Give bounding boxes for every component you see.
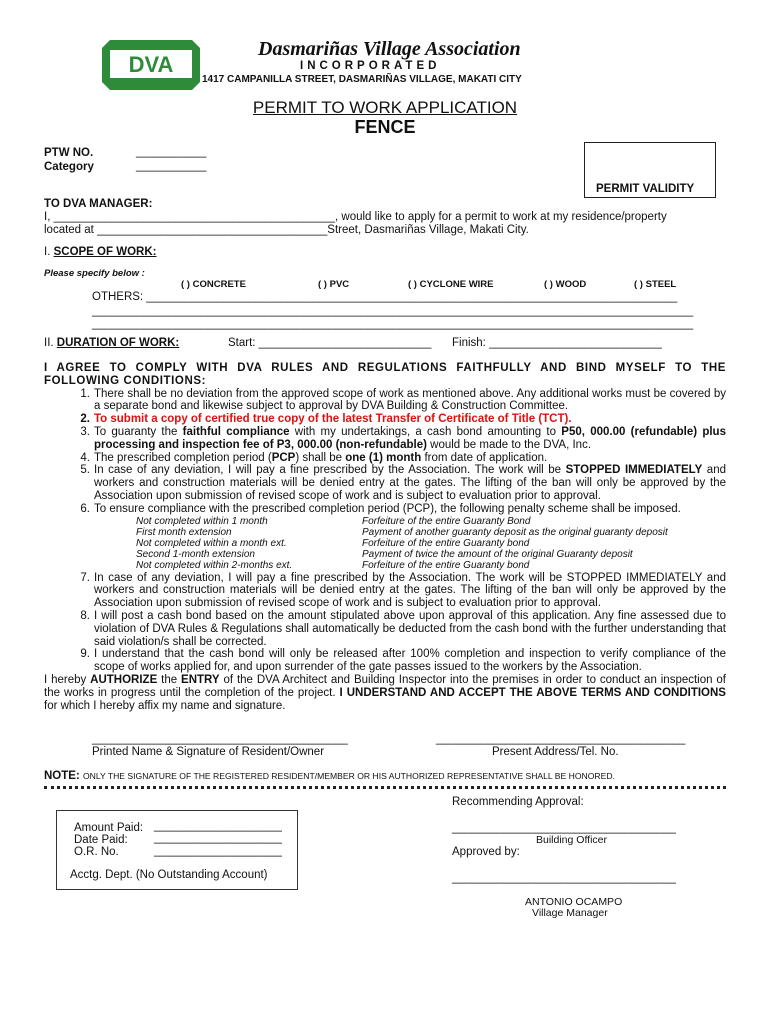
others-line-2[interactable]: ______________________________________________________________________________________________ (92, 318, 694, 330)
form-title: PERMIT TO WORK APPLICATION (252, 98, 518, 117)
svg-text:DVA: DVA (128, 52, 174, 77)
manager-title: Village Manager (532, 907, 608, 919)
others-field[interactable]: OTHERS: ___________________________________________________________________________________ (92, 291, 678, 303)
authorize-paragraph: I hereby AUTHORIZE the ENTRY of the DVA Architect and Building Inspector into the premises in order to conduct an inspection of the works in progress until the completion of the project. I UNDERSTAND AND ACCEPT THE ABOVE TERMS AND CONDITIONS for which I hereby affix my name and signature. (44, 673, 727, 712)
to-manager: TO DVA MANAGER: (44, 198, 153, 210)
condition-1: 1. There shall be no deviation from the approved scope of work as mentioned above. Any additional works must be covered by a separate bond and likewise subject to approval by DVA Building & Construction Committee. (80, 387, 726, 413)
duration-prefix: II. (44, 337, 54, 349)
option-concrete[interactable]: ( ) CONCRETE (181, 279, 246, 290)
condition-8: 8. I will post a cash bond based on the amount stipulated above upon approval of this application. Any fine assessed due to violation of DVA Rules & Regulations shall automatically be deducted from the cash bond with the further understanding that said violation/s shall be corrected. (80, 609, 726, 648)
signature-label-right: Present Address/Tel. No. (492, 746, 619, 758)
duration-heading (44, 337, 179, 349)
note (44, 770, 615, 782)
dva-logo-shield (100, 34, 202, 92)
scope-specify: Please specify below : (44, 268, 145, 279)
duration-title: DURATION OF WORK: (56, 337, 180, 349)
penalty-row: Second 1-month extension Payment of twice the amount of the original Guaranty deposit (136, 548, 633, 560)
approved-line[interactable]: ___________________________________ (452, 872, 676, 884)
org-name: Dasmariñas Village Association (258, 38, 521, 60)
penalty-row: Not completed within 2-months ext. Forfeiture of the entire Guaranty bond (136, 559, 530, 571)
condition-2-text: To submit a copy of certified true copy of the latest Transfer of Certificate of Title (TCT). (94, 413, 572, 426)
condition-6: 6. To ensure compliance with the prescribed completion period (PCP), the following penalty scheme shall be imposed. (44, 503, 726, 516)
scope-heading (44, 246, 156, 258)
condition-8-text: I will post a cash bond based on the amount stipulated above upon approval of this application. Any fine assessed due to violation of DVA Rules & Regulations shall automatically be deducted from the cash bond with the further understanding that said violation/s shall be corrected. (94, 609, 726, 648)
incorporated-label: INCORPORATED (300, 60, 441, 72)
condition-2: 2. To submit a copy of certified true copy of the latest Transfer of Certificate of Title (TCT). (44, 413, 726, 426)
condition-4: 4. The prescribed completion period (PCP) shall be one (1) month from date of application. (44, 452, 726, 465)
or-no-field[interactable]: ____________________ (154, 845, 282, 857)
option-cyclone-wire[interactable]: ( ) CYCLONE WIRE (408, 279, 494, 290)
dva-logo (100, 34, 202, 92)
agree-statement: I AGREE TO COMPLY WITH DVA RULES AND REGULATIONS FAITHFULLY AND BIND MYSELF TO THE FOLLOWING CONDITIONS: (44, 362, 726, 387)
penalty-row: Not completed within a month ext. Forfeiture of the entire Guaranty bond (136, 537, 530, 549)
building-officer-label: Building Officer (536, 834, 608, 846)
amount-paid-label: Amount Paid: (74, 822, 144, 834)
signature-label-left: Printed Name & Signature of Resident/Owner (92, 746, 325, 758)
conditions-block (44, 362, 726, 712)
date-paid-field[interactable]: ____________________ (154, 832, 282, 844)
condition-9-text: I understand that the cash bond will only be released after 100% completion and inspection to verify compliance of the scope of works applied for, and upon surrender of the gate passes issued to the workers by the Association. (94, 648, 726, 674)
approved-by-label: Approved by: (452, 846, 520, 858)
manager-name: ANTONIO OCAMPO (525, 896, 623, 908)
ptw-field[interactable]: ___________ (136, 146, 207, 158)
category-field[interactable]: ___________ (136, 160, 207, 172)
recommending-line[interactable]: ___________________________________ (452, 822, 676, 834)
option-steel[interactable]: ( ) STEEL (634, 279, 677, 290)
form-subtitle: FENCE (354, 117, 416, 137)
condition-6-text: To ensure compliance with the prescribed completion period (PCP), the following penalty scheme shall be imposed. (94, 502, 681, 515)
permit-validity-label: PERMIT VALIDITY (596, 183, 695, 195)
condition-7: 7. In case of any deviation, I will pay a fine prescribed by the Association. The work will be STOPPED IMMEDIATELY and workers and construction materials will be denied entry at the gates. The lifting of the ban will only be approved by the Association upon submission of revised scope of work and is subject to evaluation prior to approval. (80, 571, 726, 610)
finish-field[interactable]: Finish: ___________________________ (452, 337, 662, 349)
scope-prefix: I. (44, 246, 51, 258)
option-wood[interactable]: ( ) WOOD (544, 279, 587, 290)
condition-3: 3. To guaranty the faithful compliance with my undertakings, a cash bond amounting to P50, 000.00 (refundable) plus processing and inspection fee of P3, 000.00 (non-refundable) would be made to the DVA, Inc. (80, 425, 726, 451)
option-pvc[interactable]: ( ) PVC (318, 279, 350, 290)
condition-1-text: There shall be no deviation from the approved scope of work as mentioned above. Any additional works must be covered by a separate bond and likewise subject to approval by DVA Building & Construction Committee. (94, 387, 726, 413)
condition-5-text: In case of any deviation, I will pay a fine prescribed by the Association. The work will be STOPPED IMMEDIATELY and workers and construction materials will be denied entry at the gates. The lifting of the ban will only be approved by the Association upon submission of revised scope of work and is subject to evaluation prior to approval. (94, 464, 726, 502)
condition-3-text: To guaranty the faithful compliance with my undertakings, a cash bond amounting to P50, 000.00 (refundable) plus processing and inspection fee of P3, 000.00 (non-refundable) would be made to the DVA, Inc. (94, 425, 726, 451)
date-paid-label: Date Paid: (74, 834, 128, 846)
scope-title: SCOPE OF WORK: (53, 246, 157, 258)
org-address: 1417 CAMPANILLA STREET, DASMARIÑAS VILLAGE, MAKATI CITY (202, 74, 522, 85)
penalty-table (44, 516, 726, 572)
recommending-label: Recommending Approval: (452, 796, 584, 808)
divider-dotted (44, 786, 726, 789)
category-label: Category (44, 161, 94, 173)
signature-line-right[interactable]: _______________________________________ (436, 733, 686, 745)
note-text: ONLY THE SIGNATURE OF THE REGISTERED RESIDENT/MEMBER OR HIS AUTHORIZED REPRESENTATIVE SHALL BE HONORED. (82, 771, 615, 781)
condition-4-text: The prescribed completion period (PCP) shall be one (1) month from date of application. (94, 451, 548, 464)
penalty-row: First month extension Payment of another guaranty deposit as the original guaranty deposit (136, 526, 668, 538)
intro-line-1[interactable]: I, ____________________________________________, would like to apply for a permit to work at my residence/property (44, 211, 667, 223)
or-no-label: O.R. No. (74, 846, 119, 858)
ptw-label: PTW NO. (44, 147, 94, 159)
amount-paid-field[interactable]: ____________________ (154, 820, 282, 832)
note-label: NOTE: (44, 770, 80, 782)
condition-9: 9. I understand that the cash bond will only be released after 100% completion and inspection to verify compliance of the scope of works applied for, and upon surrender of the gate passes issued to the workers by the Association. (80, 648, 726, 674)
condition-5: 5. In case of any deviation, I will pay a fine prescribed by the Association. The work will be STOPPED IMMEDIATELY and workers and construction materials will be denied entry at the gates. The lifting of the ban will only be approved by the Association upon submission of revised scope of work and is subject to evaluation prior to approval. (80, 464, 726, 502)
intro-line-2[interactable]: located at ____________________________________Street, Dasmariñas Village, Makati City. (44, 224, 529, 236)
acctg-label: Acctg. Dept. (No Outstanding Account) (70, 869, 268, 881)
others-line-1[interactable]: ______________________________________________________________________________________________ (92, 305, 694, 317)
condition-7-text: In case of any deviation, I will pay a fine prescribed by the Association. The work will be STOPPED IMMEDIATELY and workers and construction materials will be denied entry at the gates. The lifting of the ban will only be approved by the Association upon submission of revised scope of work and is subject to evaluation prior to approval. (94, 571, 726, 610)
penalty-row: Not completed within 1 month Forfeiture of the entire Guaranty Bond (136, 515, 531, 527)
signature-line-left[interactable]: ________________________________________ (92, 733, 348, 745)
start-field[interactable]: Start: ___________________________ (228, 337, 432, 349)
